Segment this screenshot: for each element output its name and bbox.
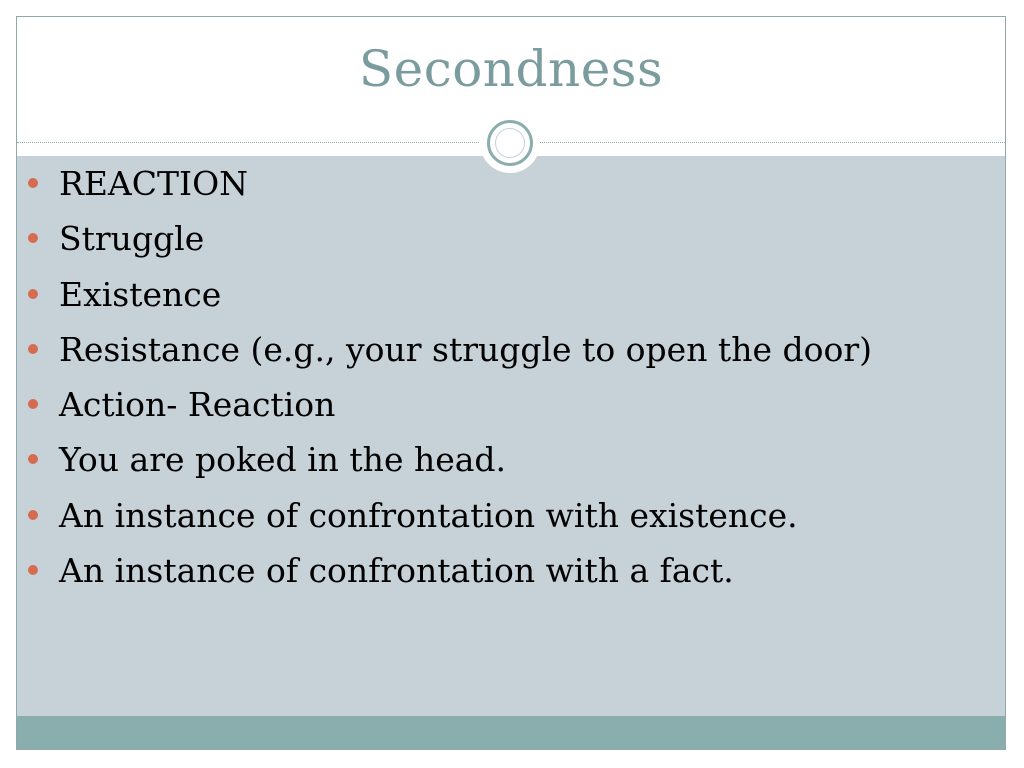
bullet-dot-icon — [28, 565, 38, 575]
bullet-list — [28, 160, 872, 602]
bullet-item-struggle — [28, 215, 872, 270]
bullet-text: Action- Reaction — [59, 385, 336, 425]
bullet-dot-icon — [28, 454, 38, 464]
bullet-dot-icon — [28, 344, 38, 354]
bullet-item-resistance — [28, 326, 872, 381]
bullet-item-reaction — [28, 160, 872, 215]
footer-bar — [17, 716, 1005, 750]
bullet-text: Existence — [59, 274, 222, 314]
ornament-inner-ring — [495, 128, 525, 158]
bullet-dot-icon — [28, 399, 38, 409]
bullet-dot-icon — [28, 289, 38, 299]
bullet-item-existence — [28, 271, 872, 326]
bullet-text: REACTION — [59, 164, 248, 203]
bullet-dot-icon — [28, 178, 38, 188]
slide-title: Secondness — [358, 40, 664, 98]
bullet-dot-icon — [28, 233, 38, 243]
bullet-text: An instance of confrontation with existence. — [59, 495, 798, 535]
bullet-text: An instance of confrontation with a fact. — [59, 551, 734, 591]
bullet-text: Struggle — [59, 219, 205, 259]
bullet-item-confrontation-existence — [28, 492, 872, 547]
bullet-text: You are poked in the head. — [59, 440, 507, 480]
bullet-item-confrontation-fact — [28, 547, 872, 602]
bullet-dot-icon — [28, 510, 38, 520]
bullet-text: Resistance (e.g., your struggle to open the door) — [59, 329, 872, 369]
bullet-item-poked — [28, 436, 872, 491]
bullet-item-action-reaction — [28, 381, 872, 436]
